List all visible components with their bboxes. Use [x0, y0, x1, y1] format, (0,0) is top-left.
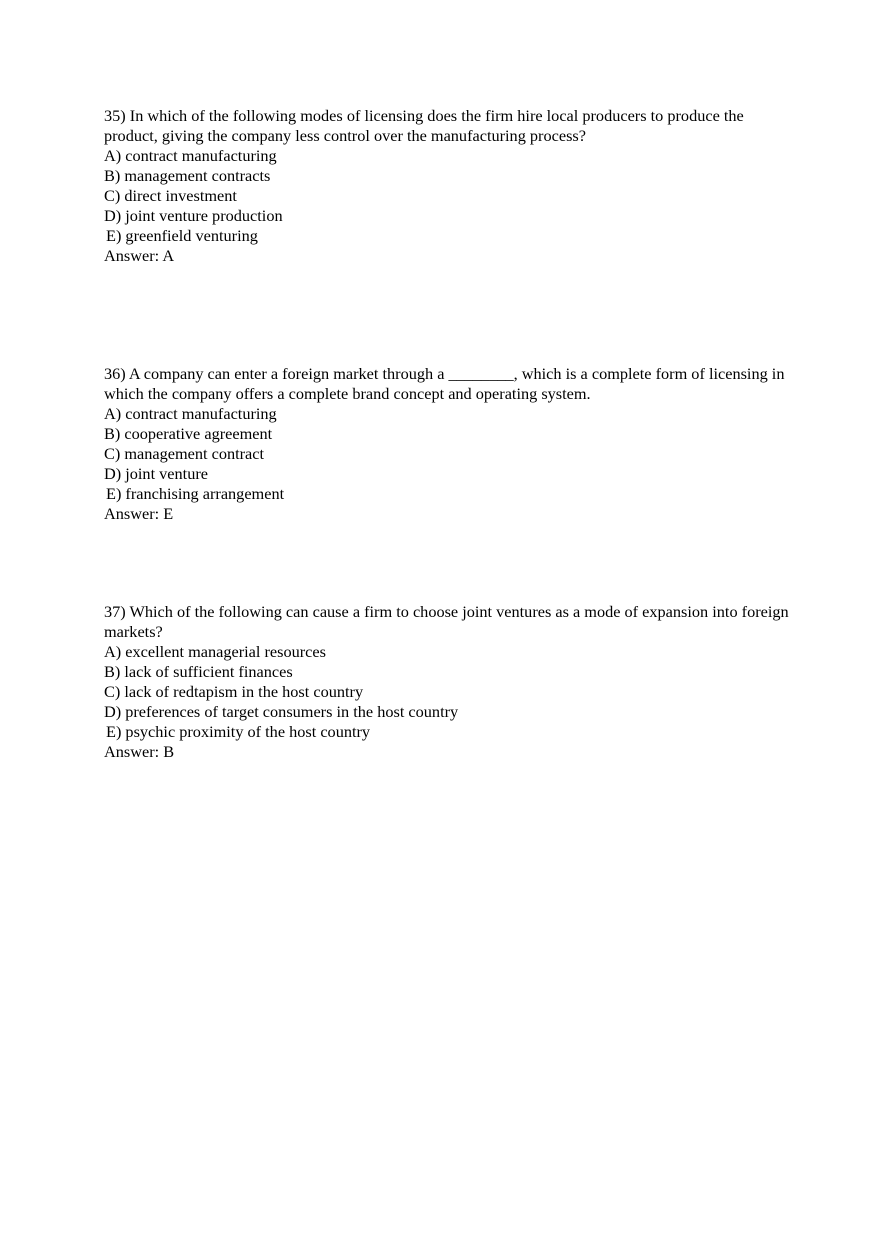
- option-b: B) management contracts: [104, 166, 271, 185]
- option-d: D) joint venture: [104, 464, 208, 483]
- answer-options: [104, 642, 794, 742]
- option-a: A) contract manufacturing: [104, 404, 277, 423]
- option-a: A) excellent managerial resources: [104, 642, 326, 661]
- option-e: E) psychic proximity of the host country: [106, 722, 371, 741]
- answer-key: Answer: E: [104, 504, 174, 523]
- question-stem: 37) Which of the following can cause a firm to choose joint ventures as a mode of expansion into foreign markets?: [104, 602, 789, 641]
- option-c: C) lack of redtapism in the host country: [104, 682, 364, 701]
- option-e: E) franchising arrangement: [106, 484, 285, 503]
- question-37: [104, 602, 794, 762]
- answer-options: [104, 404, 794, 504]
- option-c: C) direct investment: [104, 186, 237, 205]
- question-stem: 35) In which of the following modes of licensing does the firm hire local producers to produce the product, giving the company less control over the manufacturing process?: [104, 106, 744, 145]
- option-c: C) management contract: [104, 444, 265, 463]
- option-a: A) contract manufacturing: [104, 146, 277, 165]
- answer-options: [104, 146, 794, 246]
- option-e: E) greenfield venturing: [106, 226, 258, 245]
- answer-key: Answer: A: [104, 246, 175, 265]
- option-b: B) lack of sufficient finances: [104, 662, 293, 681]
- question-stem: 36) A company can enter a foreign market through a ________, which is a complete form of licensing in which the company offers a complete brand concept and operating system.: [104, 364, 785, 403]
- question-36: [104, 364, 794, 524]
- answer-key: Answer: B: [104, 742, 175, 761]
- option-d: D) joint venture production: [104, 206, 283, 225]
- option-d: D) preferences of target consumers in the host country: [104, 702, 459, 721]
- option-b: B) cooperative agreement: [104, 424, 273, 443]
- question-35: [104, 106, 794, 266]
